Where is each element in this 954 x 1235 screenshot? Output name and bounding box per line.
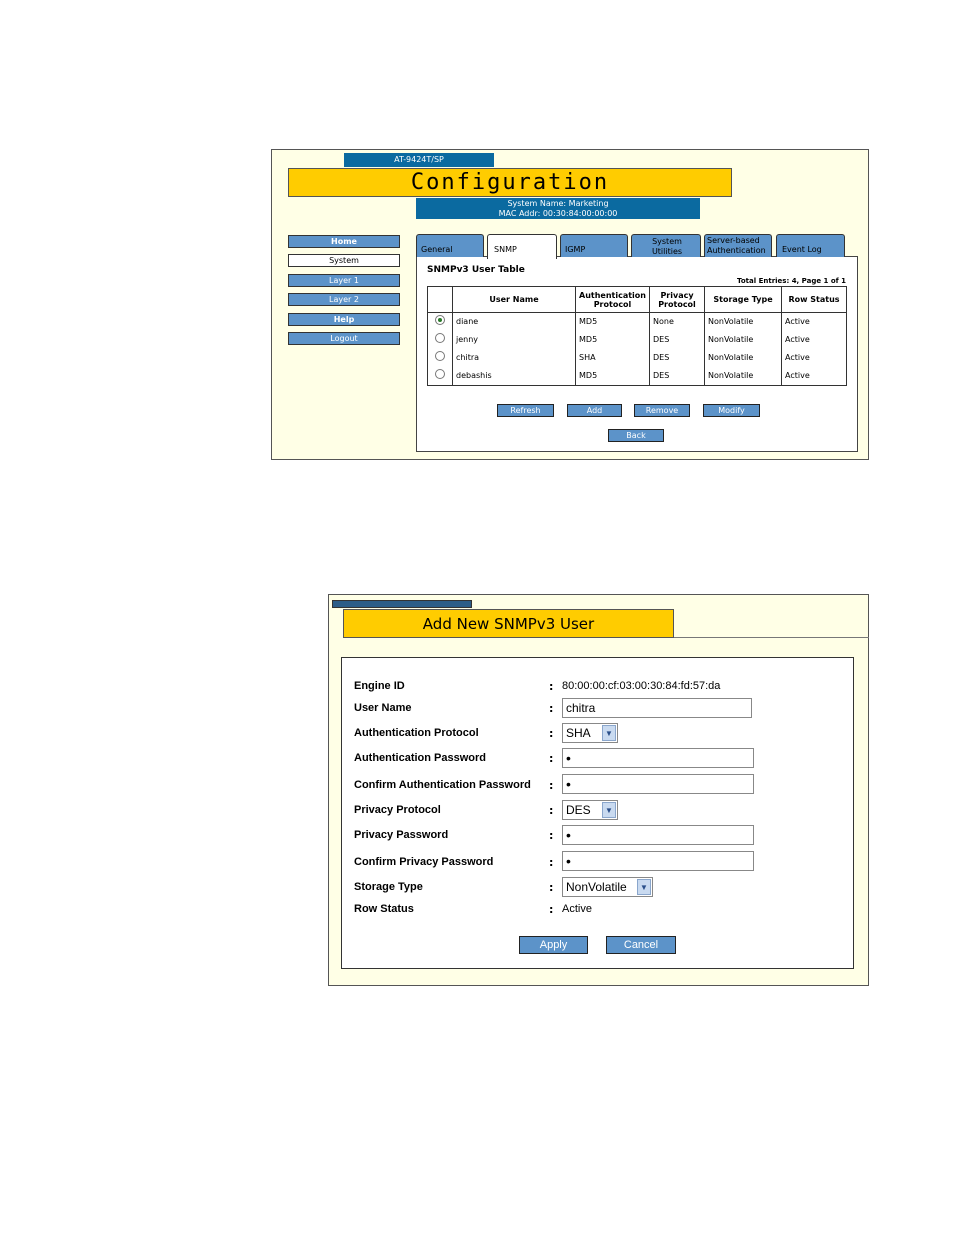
- auth-protocol-header-line2: Protocol: [593, 299, 632, 309]
- system-info-banner: [416, 198, 700, 219]
- cell-privacy-protocol: DES: [650, 349, 705, 367]
- user-name-input[interactable]: chitra: [562, 698, 752, 718]
- cell-row-status: Active: [782, 367, 847, 386]
- colon: :: [549, 727, 554, 740]
- cell-storage-type: NonVolatile: [705, 349, 782, 367]
- tab-system-utilities-line2: Utilities: [651, 247, 683, 256]
- row-select[interactable]: [428, 331, 453, 349]
- privacy-protocol-header-line1: Privacy: [660, 290, 694, 300]
- page-title: Configuration: [410, 170, 610, 195]
- tab-system-utilities[interactable]: [631, 234, 701, 257]
- privacy-protocol-label: Privacy Protocol: [354, 804, 441, 816]
- cell-user-name: diane: [453, 313, 576, 332]
- nav-logout-button[interactable]: Logout: [288, 332, 400, 345]
- confirm-privacy-password-label: Confirm Privacy Password: [354, 856, 494, 868]
- colon: :: [549, 702, 554, 715]
- confirm-privacy-password-input[interactable]: •: [562, 851, 754, 871]
- tab-server-auth-line1: Server-based: [707, 236, 760, 245]
- cell-user-name: jenny: [453, 331, 576, 349]
- tab-server-based-authentication[interactable]: [704, 234, 772, 257]
- auth-protocol-selected-value: SHA: [566, 726, 591, 740]
- system-name: System Name: Marketing: [507, 199, 609, 208]
- storage-type-label: Storage Type: [354, 881, 423, 893]
- colon: :: [549, 903, 554, 916]
- tab-igmp-label: IGMP: [565, 245, 586, 254]
- header-strip: [332, 600, 472, 608]
- privacy-password-input[interactable]: •: [562, 825, 754, 845]
- table-row[interactable]: [428, 313, 847, 332]
- engine-id-label: Engine ID: [354, 680, 405, 692]
- colon: :: [549, 680, 554, 693]
- total-entries: Total Entries: 4, Page 1 of 1: [737, 277, 846, 285]
- cell-user-name: chitra: [453, 349, 576, 367]
- mac-address: MAC Addr: 00:30:84:00:00:00: [498, 209, 618, 218]
- colon: :: [549, 829, 554, 842]
- add-button[interactable]: Add: [567, 404, 622, 417]
- cell-storage-type: NonVolatile: [705, 367, 782, 386]
- cell-storage-type: NonVolatile: [705, 331, 782, 349]
- cell-auth-protocol: MD5: [576, 313, 650, 332]
- privacy-password-label: Privacy Password: [354, 829, 449, 841]
- tab-snmp[interactable]: [487, 234, 557, 259]
- refresh-button[interactable]: Refresh: [497, 404, 554, 417]
- table-header-row: [428, 287, 847, 313]
- auth-protocol-header-line1: Authentication: [579, 290, 646, 300]
- user-name-label: User Name: [354, 702, 412, 714]
- cell-auth-protocol: SHA: [576, 349, 650, 367]
- tab-system-utilities-line1: System: [652, 237, 682, 246]
- row-status-value: Active: [562, 903, 592, 915]
- back-button[interactable]: Back: [608, 429, 664, 442]
- colon: :: [549, 804, 554, 817]
- tab-igmp[interactable]: [560, 234, 628, 257]
- row-select[interactable]: [428, 367, 453, 386]
- nav-system-button[interactable]: System: [288, 254, 400, 267]
- row-status-label: Row Status: [354, 903, 414, 915]
- table-row[interactable]: [428, 331, 847, 349]
- chevron-down-icon[interactable]: ▼: [602, 802, 616, 818]
- nav-layer2-button[interactable]: Layer 2: [288, 293, 400, 306]
- privacy-protocol-select[interactable]: [562, 800, 618, 820]
- row-status-header: Row Status: [782, 287, 847, 313]
- colon: :: [549, 779, 554, 792]
- model-banner: AT-9424T/SP: [344, 153, 494, 167]
- privacy-protocol-header-line2: Protocol: [658, 299, 696, 309]
- cell-auth-protocol: MD5: [576, 331, 650, 349]
- radio-button[interactable]: [435, 369, 445, 379]
- tab-server-auth-line2: Authentication: [707, 246, 766, 255]
- storage-type-selected-value: NonVolatile: [566, 880, 627, 894]
- cell-storage-type: NonVolatile: [705, 313, 782, 332]
- row-select[interactable]: [428, 313, 453, 332]
- privacy-protocol-header: [650, 287, 705, 313]
- radio-button[interactable]: [435, 333, 445, 343]
- radio-button-selected[interactable]: [435, 315, 445, 325]
- cell-row-status: Active: [782, 313, 847, 332]
- auth-password-label: Authentication Password: [354, 752, 487, 764]
- chevron-down-icon[interactable]: ▼: [602, 725, 616, 741]
- page-title: Add New SNMPv3 User: [422, 615, 595, 633]
- select-column-header: [428, 287, 453, 313]
- auth-password-input[interactable]: •: [562, 748, 754, 768]
- storage-type-header: Storage Type: [705, 287, 782, 313]
- storage-type-select[interactable]: [562, 877, 653, 897]
- nav-help-button[interactable]: Help: [288, 313, 400, 326]
- auth-protocol-header: [576, 287, 650, 313]
- table-row[interactable]: [428, 349, 847, 367]
- privacy-protocol-selected-value: DES: [566, 803, 591, 817]
- header-divider: [674, 637, 869, 638]
- remove-button[interactable]: Remove: [634, 404, 690, 417]
- cell-user-name: debashis: [453, 367, 576, 386]
- cell-privacy-protocol: DES: [650, 331, 705, 349]
- confirm-auth-password-label: Confirm Authentication Password: [354, 779, 531, 791]
- tab-event-log-label: Event Log: [782, 245, 822, 254]
- colon: :: [549, 752, 554, 765]
- confirm-auth-password-input[interactable]: •: [562, 774, 754, 794]
- cell-row-status: Active: [782, 331, 847, 349]
- tab-event-log[interactable]: [776, 234, 845, 257]
- nav-home-button[interactable]: Home: [288, 235, 400, 248]
- radio-button[interactable]: [435, 351, 445, 361]
- cancel-button[interactable]: Cancel: [606, 936, 676, 954]
- tab-snmp-label: SNMP: [494, 245, 517, 254]
- row-select[interactable]: [428, 349, 453, 367]
- auth-protocol-label: Authentication Protocol: [354, 727, 479, 739]
- table-title: SNMPv3 User Table: [427, 265, 525, 275]
- user-name-header: User Name: [453, 287, 576, 313]
- chevron-down-icon[interactable]: ▼: [637, 879, 651, 895]
- cell-privacy-protocol: DES: [650, 367, 705, 386]
- colon: :: [549, 881, 554, 894]
- apply-button[interactable]: Apply: [519, 936, 588, 954]
- colon: :: [549, 856, 554, 869]
- cell-privacy-protocol: None: [650, 313, 705, 332]
- tab-general[interactable]: [416, 234, 484, 257]
- tab-general-label: General: [421, 245, 453, 254]
- auth-protocol-select[interactable]: [562, 723, 618, 743]
- table-row[interactable]: [428, 367, 847, 386]
- cell-row-status: Active: [782, 349, 847, 367]
- snmpv3-user-table: [427, 286, 847, 386]
- modify-button[interactable]: Modify: [703, 404, 760, 417]
- cell-auth-protocol: MD5: [576, 367, 650, 386]
- engine-id-value: 80:00:00:cf:03:00:30:84:fd:57:da: [562, 680, 721, 692]
- nav-layer1-button[interactable]: Layer 1: [288, 274, 400, 287]
